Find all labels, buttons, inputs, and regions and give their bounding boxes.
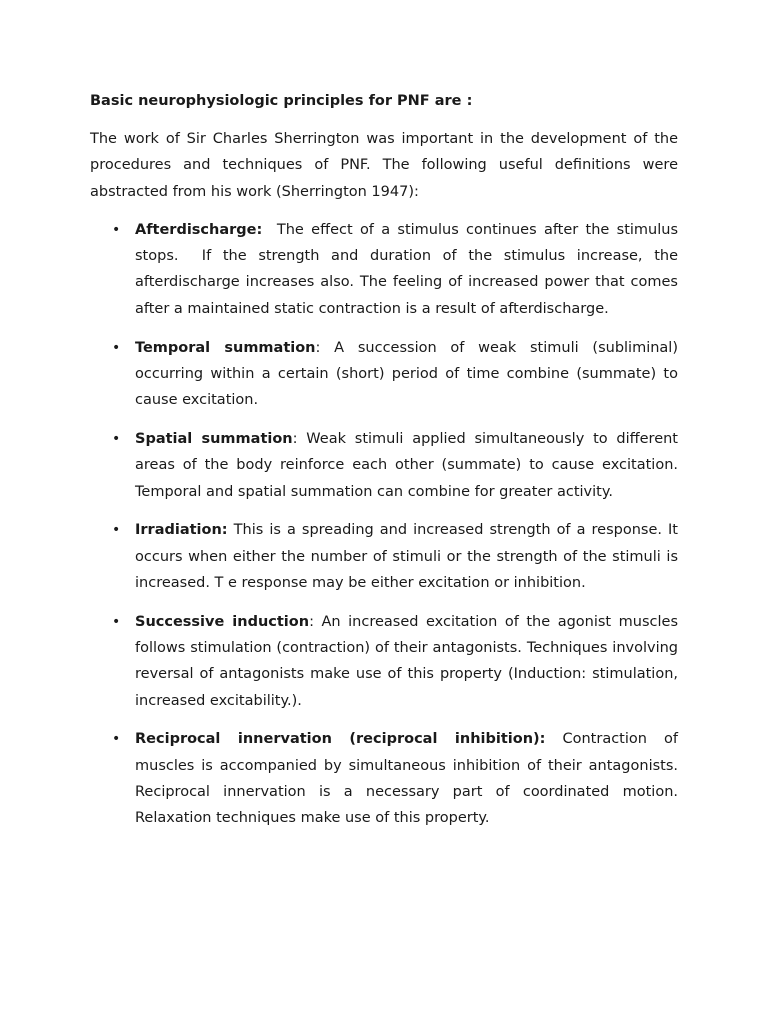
bullet-icon: • xyxy=(112,339,121,356)
bullet-icon: • xyxy=(112,430,121,447)
bullet-icon: • xyxy=(112,221,121,238)
definition-text: : An increased excitation of the agonist muscles follows stimulation (contraction) of their antagonists. Techniques involving reversal of antagonists make use of this property (Induction: stimulation, increased excitability.). xyxy=(135,613,678,709)
definition-text: : Weak stimuli applied simultaneously to different areas of the body reinforce each other (summate) to cause excitation. Temporal and spatial summation can combine for greater activity. xyxy=(135,430,678,500)
definition-text: : A succession of weak stimuli (subliminal) occurring within a certain (short) period of time combine (summate) to cause excitation. xyxy=(135,339,678,409)
definition-term: Reciprocal innervation (reciprocal inhibition): xyxy=(135,731,546,748)
definition-term: Spatial summation xyxy=(135,430,293,447)
document-heading: Basic neurophysiologic principles for PNF are : xyxy=(90,93,473,109)
definition-item-irradiation xyxy=(90,517,678,596)
definition-text: This is a spreading and increased strength of a response. It occurs when either the number of stimuli or the strength of the stimuli is increased. T e response may be either excitation or inhibition. xyxy=(135,522,678,591)
intro-paragraph: The work of Sir Charles Sherrington was important in the development of the procedures and techniques of PNF. The following useful definitions were abstracted from his work (Sherrington 1947): xyxy=(90,131,678,200)
definition-list xyxy=(90,217,683,832)
definition-item-reciprocal-innervation xyxy=(90,726,678,831)
definition-item-temporal-summation xyxy=(90,335,678,414)
definition-term: Irradiation: xyxy=(135,522,228,539)
definition-item-afterdischarge xyxy=(90,217,683,322)
definition-item-spatial-summation xyxy=(90,426,678,505)
definition-item-successive-induction xyxy=(90,609,678,714)
definition-term: Temporal summation xyxy=(135,339,316,356)
bullet-icon: • xyxy=(112,731,121,748)
definition-term: Successive induction xyxy=(135,613,310,630)
document-page xyxy=(90,88,683,844)
bullet-icon: • xyxy=(112,522,121,539)
definition-term: Afterdischarge: xyxy=(135,221,263,238)
definition-text: The effect of a stimulus continues after the stimulus stops. If the strength and duration of the stimulus increase, the afterdischarge increases also. The feeling of increased power that comes after a maintained static contraction is a result of afterdischarge. xyxy=(135,221,683,317)
bullet-icon: • xyxy=(112,613,121,630)
definition-text: Contraction of muscles is accompanied by simultaneous inhibition of their antagonists. Reciprocal innervation is a necessary part of coordinated motion. Relaxation techniques make use of this property. xyxy=(135,731,678,827)
